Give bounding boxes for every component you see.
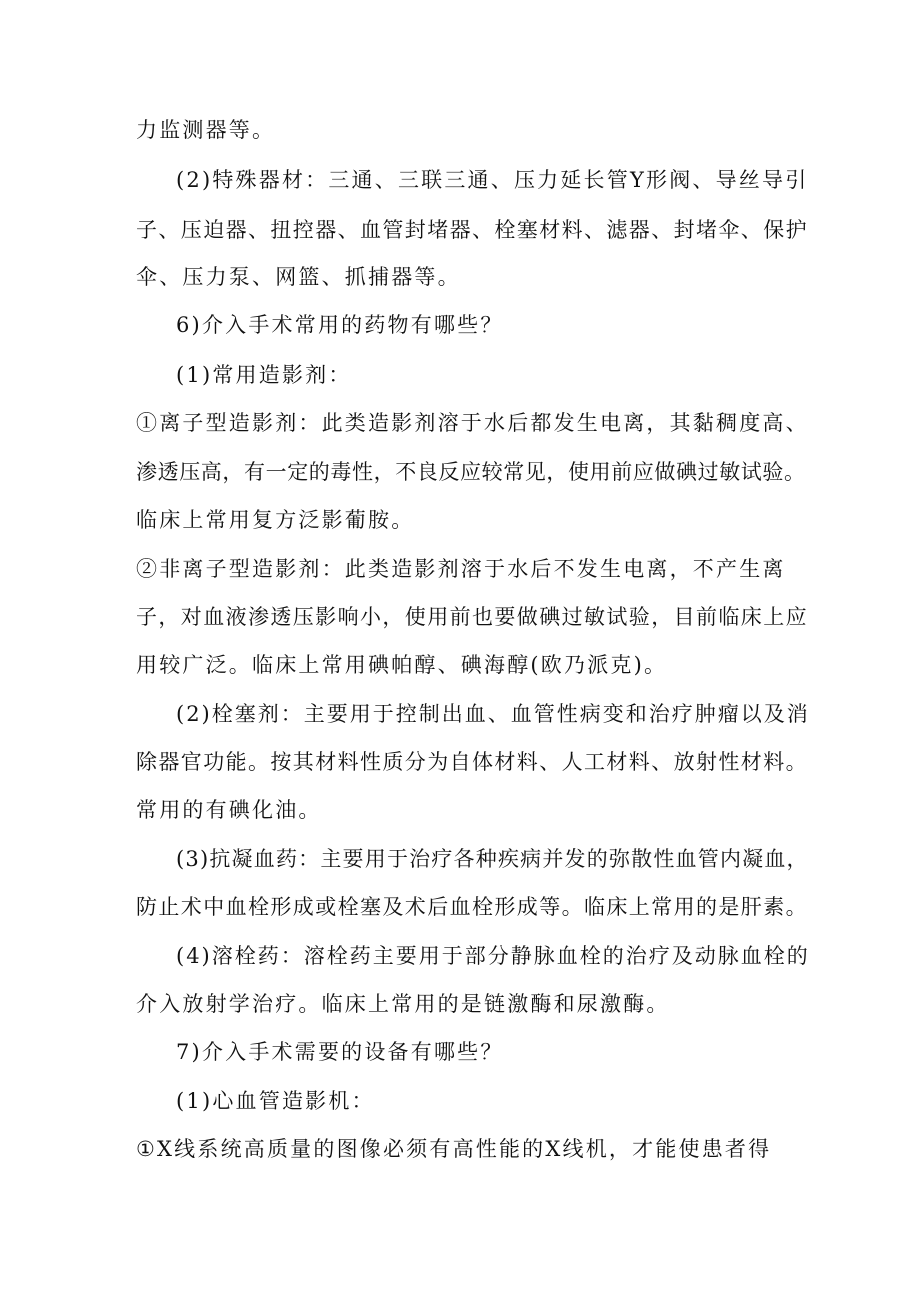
text-line: 子，对血液渗透压影响小，使用前也要做碘过敏试验，目前临床上应 bbox=[136, 605, 808, 629]
text-line: 伞、压力泵、网篮、抓捕器等。 bbox=[136, 265, 461, 289]
text-line: (1)常用造影剂： bbox=[176, 363, 352, 387]
text-line: 临床上常用复方泛影葡胺。 bbox=[136, 508, 415, 532]
text-line: 渗透压高，有一定的毒性，不良反应较常见，使用前应做碘过敏试验。 bbox=[136, 460, 806, 484]
text-line: 常用的有碘化油。 bbox=[136, 798, 322, 822]
text-line: ①X线系统高质量的图像必须有高性能的X线机，才能使患者得 bbox=[136, 1137, 772, 1161]
text-line: ①离子型造影剂：此类造影剂溶于水后都发生电离，其黏稠度高、 bbox=[136, 411, 809, 435]
text-line: ②非离子型造影剂：此类造影剂溶于水后不发生电离，不产生离 bbox=[136, 557, 786, 581]
text-line: 子、压迫器、扭控器、血管封堵器、栓塞材料、滤器、封堵伞、保护 bbox=[136, 218, 808, 242]
text-line: (1)心血管造影机： bbox=[176, 1089, 375, 1113]
text-line: (3)抗凝血药：主要用于治疗各种疾病并发的弥散性血管内凝血， bbox=[176, 847, 809, 871]
text-line: (2)特殊器材：三通、三联三通、压力延长管Y形阀、导丝导引 bbox=[176, 168, 809, 192]
text-line: 力监测器等。 bbox=[136, 118, 276, 142]
text-line: (2)栓塞剂：主要用于控制出血、血管性病变和治疗肿瘤以及消 bbox=[176, 702, 810, 726]
text-line: 用较广泛。临床上常用碘帕醇、碘海醇(欧乃派克)。 bbox=[136, 653, 668, 677]
text-line: 除器官功能。按其材料性质分为自体材料、人工材料、放射性材料。 bbox=[136, 750, 808, 774]
text-line: 防止术中血栓形成或栓塞及术后血栓形成等。临床上常用的是肝素。 bbox=[136, 895, 808, 919]
text-line: 6)介入手术常用的药物有哪些？ bbox=[176, 313, 504, 337]
text-line: 介入放射学治疗。临床上常用的是链激酶和尿激酶。 bbox=[136, 992, 670, 1016]
text-line: (4)溶栓药：溶栓药主要用于部分静脉血栓的治疗及动脉血栓的 bbox=[176, 944, 810, 968]
text-line: 7)介入手术需要的设备有哪些？ bbox=[176, 1040, 504, 1064]
